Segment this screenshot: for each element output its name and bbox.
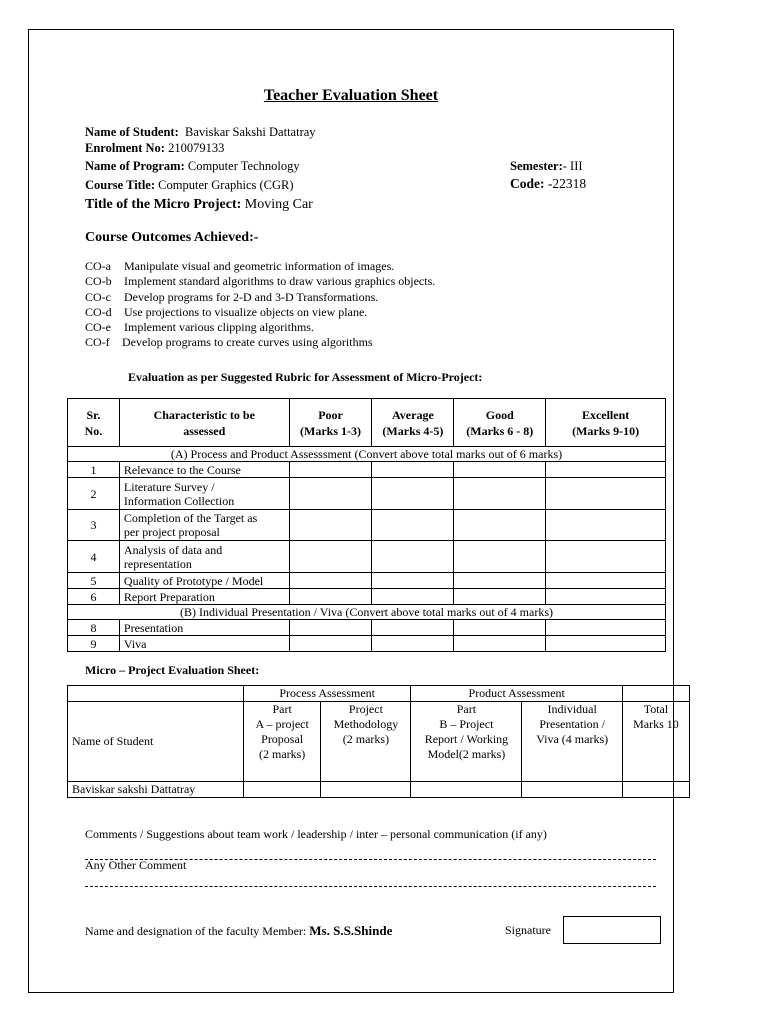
mark-cell[interactable] (289, 573, 372, 589)
mark-cell[interactable] (411, 782, 522, 798)
list-item (85, 290, 435, 305)
enrolment-line (85, 140, 224, 156)
table-row (68, 589, 666, 605)
methodology-header: Project Methodology (2 marks) (321, 702, 411, 782)
table-row (68, 541, 666, 573)
characteristic-cell: Relevance to the Course (119, 462, 289, 478)
characteristic-cell: Completion of the Target as per project proposal (119, 510, 289, 541)
co-code: CO-c (85, 289, 111, 304)
mark-cell[interactable] (372, 541, 454, 573)
signature-box[interactable] (563, 916, 661, 944)
mark-cell[interactable] (454, 620, 546, 636)
table-row (68, 478, 666, 510)
mark-cell[interactable] (372, 478, 454, 510)
mark-cell[interactable] (372, 573, 454, 589)
sr-cell: 6 (68, 589, 120, 605)
co-code: CO-b (85, 274, 112, 289)
course-line (85, 177, 294, 193)
comments-label: Comments / Suggestions about team work / leadership / inter – personal communication (if any) (85, 827, 547, 841)
micro-eval-table (67, 685, 690, 798)
table-header-row (68, 686, 690, 702)
rubric-title: Evaluation as per Suggested Rubric for Assessment of Micro-Project: (128, 370, 483, 384)
student-name-line (85, 124, 316, 140)
mark-cell[interactable] (546, 589, 666, 605)
characteristic-cell: Report Preparation (119, 589, 289, 605)
sr-cell: 4 (68, 541, 120, 573)
semester-line (510, 158, 583, 174)
enrolment-value: 210079133 (168, 141, 225, 155)
table-row (68, 782, 690, 798)
blank-header-cell (622, 686, 689, 702)
co-code: CO-f (85, 335, 110, 350)
mark-cell[interactable] (289, 541, 372, 573)
sr-cell: 3 (68, 510, 120, 541)
co-text: Implement various clipping algorithms. (124, 320, 314, 335)
mark-cell[interactable] (289, 620, 372, 636)
mark-cell[interactable] (372, 589, 454, 605)
name-of-student-header: Name of Student (68, 702, 244, 782)
sr-cell: 5 (68, 573, 120, 589)
other-comment-dashed-line[interactable] (85, 886, 656, 887)
program-value: Computer Technology (187, 159, 300, 173)
co-text: Manipulate visual and geometric information of images. (124, 259, 395, 273)
co-code: CO-e (85, 320, 111, 335)
mark-cell[interactable] (454, 636, 546, 652)
list-item (85, 305, 435, 320)
semester-value: - III (562, 159, 583, 173)
student-name-cell: Baviskar sakshi Dattatray (68, 782, 244, 798)
student-name-label: Name of Student: (85, 125, 179, 139)
list-item (85, 335, 435, 350)
course-outcomes-heading: Course Outcomes Achieved:- (85, 230, 259, 245)
signature-label: Signature (505, 923, 551, 937)
other-comment-label: Any Other Comment (85, 858, 187, 872)
sr-cell: 1 (68, 462, 120, 478)
mark-cell[interactable] (522, 782, 623, 798)
section-a-label: (A) Process and Product Assesssment (Convert above total marks out of 6 marks) (68, 447, 666, 462)
characteristic-header: Characteristic to be assessed (119, 399, 289, 447)
sr-cell: 2 (68, 478, 120, 510)
student-name-value: Baviskar Sakshi Dattatray (185, 125, 316, 139)
characteristic-cell: Quality of Prototype / Model (119, 573, 289, 589)
co-text: Develop programs for 2-D and 3-D Transformations. (124, 289, 379, 304)
poor-header: Poor (Marks 1-3) (289, 399, 372, 447)
sr-cell: 9 (68, 636, 120, 652)
mark-cell[interactable] (289, 510, 372, 541)
good-header: Good (Marks 6 - 8) (454, 399, 546, 447)
table-header-row (68, 702, 690, 782)
co-code: CO-d (85, 304, 112, 319)
micro-project-value: Moving Car (244, 197, 313, 212)
mark-cell[interactable] (454, 510, 546, 541)
course-label: Course Title: (85, 178, 156, 192)
section-b-label: (B) Individual Presentation / Viva (Convert above total marks out of 4 marks) (68, 605, 666, 620)
enrolment-label: Enrolment No: (85, 141, 165, 155)
course-value: Computer Graphics (CGR) (158, 178, 294, 192)
characteristic-cell: Analysis of data and representation (119, 541, 289, 573)
excellent-header: Excellent (Marks 9-10) (546, 399, 666, 447)
mark-cell[interactable] (546, 636, 666, 652)
characteristic-cell: Viva (119, 636, 289, 652)
faculty-name: Ms. S.S.Shinde (309, 923, 393, 938)
table-header-row (68, 399, 666, 447)
mark-cell[interactable] (289, 589, 372, 605)
table-row (68, 636, 666, 652)
evaluation-sheet-page (28, 29, 679, 993)
section-a-row (68, 447, 666, 462)
mark-cell[interactable] (289, 478, 372, 510)
code-line (510, 176, 586, 192)
table-row (68, 573, 666, 589)
table-row (68, 462, 666, 478)
co-text: Develop programs to create curves using algorithms (122, 335, 373, 350)
program-label: Name of Program: (85, 159, 185, 173)
mark-cell[interactable] (372, 636, 454, 652)
individual-presentation-header: Individual Presentation / Viva (4 marks) (522, 702, 623, 782)
mark-cell[interactable] (454, 589, 546, 605)
list-item (85, 274, 435, 289)
mark-cell[interactable] (622, 782, 689, 798)
page-title: Teacher Evaluation Sheet (263, 87, 439, 104)
characteristic-cell: Presentation (119, 620, 289, 636)
co-text: Implement standard algorithms to draw various graphics objects. (124, 274, 436, 289)
course-outcomes-list (85, 259, 435, 351)
table-row (68, 620, 666, 636)
part-b-header: Part B – Project Report / Working Model(2 marks) (411, 702, 522, 782)
list-item (85, 320, 435, 335)
part-a-header: Part A – project Proposal (2 marks) (243, 702, 320, 782)
mark-cell[interactable] (546, 620, 666, 636)
table-row (68, 510, 666, 541)
faculty-line (85, 923, 392, 939)
code-label: Code: (510, 176, 548, 191)
average-header: Average (Marks 4-5) (372, 399, 454, 447)
mark-cell[interactable] (546, 573, 666, 589)
mark-cell[interactable] (546, 462, 666, 478)
co-text: Use projections to visualize objects on view plane. (124, 304, 368, 319)
process-assessment-header: Process Assessment (243, 686, 411, 702)
mark-cell[interactable] (546, 541, 666, 573)
code-value: -22318 (547, 176, 587, 191)
mark-cell[interactable] (546, 478, 666, 510)
mark-cell[interactable] (372, 462, 454, 478)
blank-header-cell (68, 686, 244, 702)
mark-cell[interactable] (372, 620, 454, 636)
mark-cell[interactable] (454, 478, 546, 510)
micro-project-line (85, 197, 313, 213)
section-b-row (68, 605, 666, 620)
total-marks-header: Total Marks 10 (622, 702, 689, 782)
characteristic-cell: Literature Survey / Information Collection (119, 478, 289, 510)
mark-cell[interactable] (546, 510, 666, 541)
product-assessment-header: Product Assessment (411, 686, 623, 702)
micro-eval-title: Micro – Project Evaluation Sheet: (85, 663, 260, 677)
mark-cell[interactable] (321, 782, 411, 798)
micro-project-label: Title of the Micro Project: (85, 197, 242, 212)
sr-no-header: Sr. No. (68, 399, 120, 447)
co-code: CO-a (85, 259, 111, 273)
semester-label: Semester: (510, 159, 563, 173)
mark-cell[interactable] (289, 462, 372, 478)
mark-cell[interactable] (454, 573, 546, 589)
program-line (85, 158, 300, 174)
mark-cell[interactable] (243, 782, 320, 798)
faculty-label: Name and designation of the faculty Member: (85, 924, 307, 938)
rubric-table (67, 398, 666, 652)
mark-cell[interactable] (289, 636, 372, 652)
sr-cell: 8 (68, 620, 120, 636)
mark-cell[interactable] (454, 462, 546, 478)
mark-cell[interactable] (372, 510, 454, 541)
mark-cell[interactable] (454, 541, 546, 573)
list-item (85, 259, 435, 274)
